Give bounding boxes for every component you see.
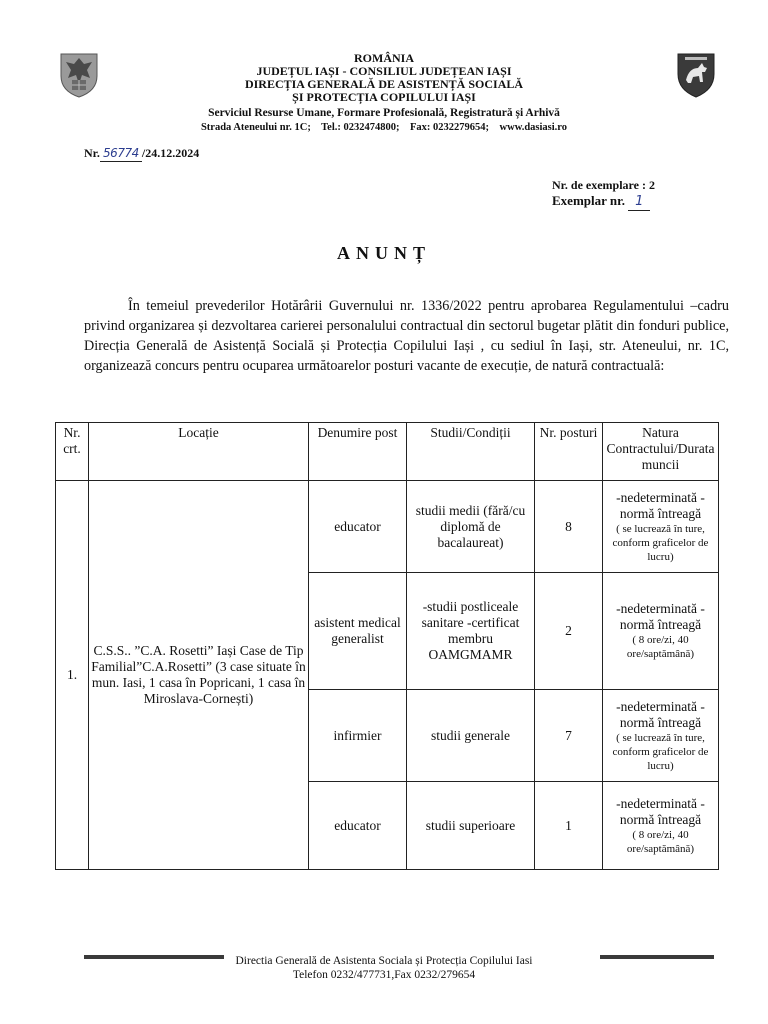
- row-positions: 1: [535, 782, 603, 870]
- header-nature: Natura Contractului/Durata muncii: [603, 423, 719, 481]
- row-nature: [603, 690, 719, 782]
- header-directorate-line1: DIRECȚIA GENERALĂ DE ASISTENȚĂ SOCIALĂ: [244, 77, 524, 91]
- registration-prefix: Nr.: [84, 146, 100, 160]
- header-nr: Nr. crt.: [56, 423, 89, 481]
- row-nature-note: ( 8 ore/zi, 40 ore/saptămână): [626, 634, 695, 660]
- copies-count: Nr. de exemplare : 2: [552, 178, 655, 192]
- header-address: Strada Ateneului nr. 1C; Tel.: 0232474800; Fax: 0232279654; www.dasiasi.ro: [200, 122, 568, 133]
- header-county: JUDEȚUL IAȘI - CONSILIUL JUDEȚEAN IAȘI: [256, 64, 512, 78]
- row-post: educator: [309, 481, 407, 573]
- registration-number: [84, 146, 199, 162]
- registration-handwritten-number: 56774: [103, 146, 139, 160]
- header-positions: Nr. posturi: [535, 423, 603, 481]
- row-location: C.S.S.. ”C.A. Rosetti” Iași Case de Tip Familial”C.A.Rosetti” (3 case situate în mun. Iasi, 1 casa în Popricani, 1 casa în Miroslava-Cornești): [89, 481, 309, 870]
- row-nature: [603, 573, 719, 690]
- table-row: [56, 481, 719, 573]
- row-nature-note: ( se lucrează în ture, conform graficelor de lucru): [612, 522, 709, 563]
- copy-number-label: Exemplar nr.: [552, 193, 625, 208]
- header-location: Locație: [89, 423, 309, 481]
- row-positions: 2: [535, 573, 603, 690]
- header-service: Serviciul Resurse Umane, Formare Profesională, Registratură și Arhivă: [208, 107, 560, 119]
- county-badge-icon: [676, 50, 716, 98]
- row-nature-note: ( se lucrează în ture, conform graficelor de lucru): [612, 731, 709, 772]
- row-post: educator: [309, 782, 407, 870]
- row-studies: studii medii (fără/cu diplomă de bacalaureat): [407, 481, 535, 573]
- copy-number-line: [552, 193, 655, 211]
- footer-line2: Telefon 0232/477731,Fax 0232/279654: [292, 969, 476, 981]
- row-positions: 8: [535, 481, 603, 573]
- row-nature: [603, 782, 719, 870]
- row-nature-main: -nedeterminată - normă întreagă: [616, 698, 705, 730]
- row-nature-main: -nedeterminată - normă întreagă: [616, 489, 705, 521]
- copies-block: [552, 177, 655, 211]
- copy-number-handwritten: 1: [628, 194, 650, 211]
- row-nature: [603, 481, 719, 573]
- positions-table: [55, 422, 719, 870]
- table-header-row: [56, 423, 719, 481]
- row-nature-main: -nedeterminată - normă întreagă: [616, 601, 705, 632]
- row-post: asistent medical generalist: [309, 573, 407, 690]
- header-post: Denumire post: [309, 423, 407, 481]
- header-studies: Studii/Condiții: [407, 423, 535, 481]
- registration-date: /24.12.2024: [141, 146, 200, 160]
- page-title: ANUNȚ: [336, 243, 431, 263]
- coat-of-arms-icon: [58, 50, 100, 98]
- row-studies: studii generale: [407, 690, 535, 782]
- row-studies: studii superioare: [407, 782, 535, 870]
- row-nature-note: ( 8 ore/zi, 40 ore/saptămână): [626, 828, 695, 855]
- footer-rule-right: [600, 955, 714, 959]
- row-post: infirmier: [309, 690, 407, 782]
- row-positions: 7: [535, 690, 603, 782]
- row-studies: -studii postliceale sanitare -certificat membru OAMGMAMR: [407, 573, 535, 690]
- footer: [200, 954, 568, 982]
- header-directorate-line2: ȘI PROTECȚIA COPILULUI IAȘI: [292, 90, 476, 104]
- row-nature-main: -nedeterminată - normă întreagă: [616, 795, 705, 827]
- row-number: 1.: [56, 481, 89, 870]
- registration-handwritten-number-wrap: [100, 146, 142, 162]
- footer-line1: Directia Generală de Asistenta Sociala și Protecția Copilului Iasi: [235, 955, 533, 967]
- intro-paragraph: În temeiul prevederilor Hotărârii Guvernului nr. 1336/2022 pentru aprobarea Regulamentului –cadru privind organizarea și dezvoltarea carierei personalului contractual din sectorul bugetar plătit din fonduri publice, Direcția Generală de Asistență Socială și Protecția Copilului Iași , cu sediul în Iași, str. Ateneului, nr. 1C, organizează concurs pentru ocuparea următoarelor posturi vacante de execuție, de natură contractuală:: [84, 298, 729, 374]
- header-country: ROMÂNIA: [354, 51, 414, 65]
